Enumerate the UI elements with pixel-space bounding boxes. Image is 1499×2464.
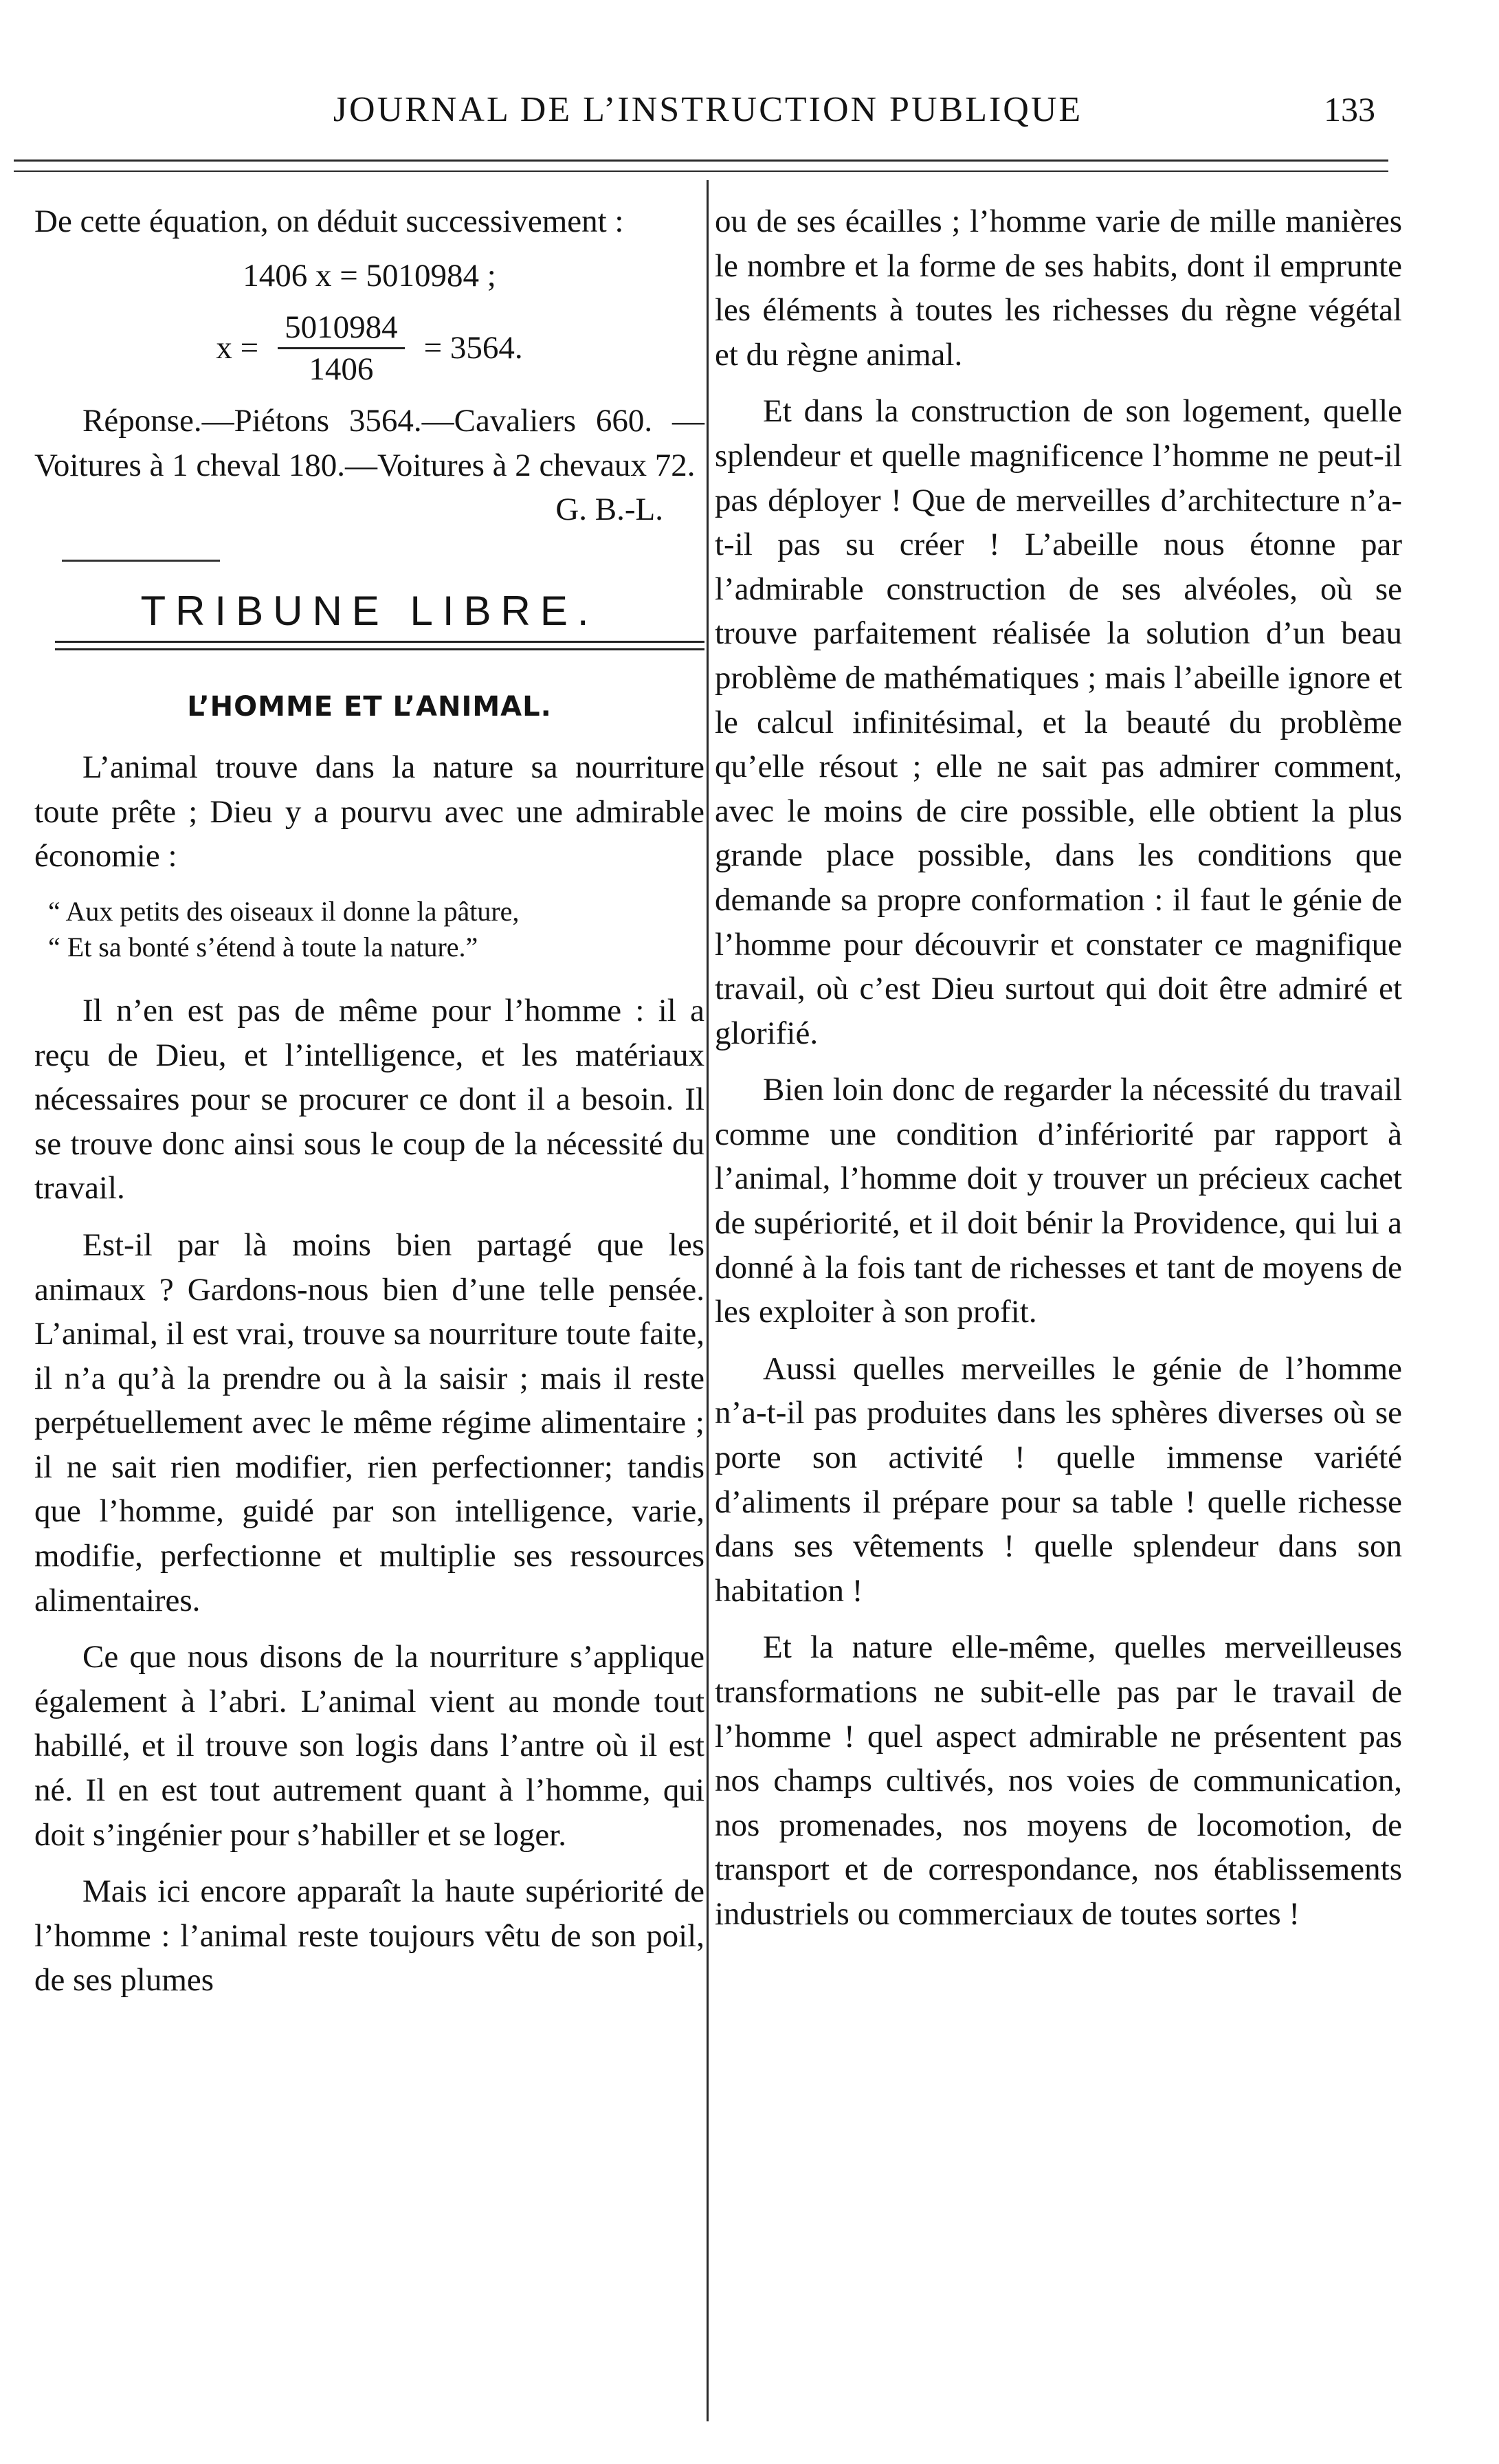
verse-quote [34,894,704,965]
equation-2-fraction [278,307,405,389]
section-title-rule [55,641,704,650]
right-column [715,199,1402,1937]
equation-2 [34,307,704,389]
equation-2-lhs: x = [216,330,259,366]
section-separator [62,560,220,569]
header-rule-top [14,160,1388,162]
article-title: L’HOMME ET L’ANIMAL. [187,690,552,723]
quote-line: “ Aux petits des oiseaux il donne la pâture, [48,895,520,927]
section-title: TRIBUNE LIBRE. [140,587,599,634]
equation-2-rhs: = 3564. [423,330,523,366]
equation-intro: De cette équation, on déduit successivement : [34,204,624,239]
article-paragraph: Bien loin donc de regarder la nécessité du travail comme une condition d’infériorité par rapport à l’animal, l’homme doit y trouver un précieux cachet de supériorité, et il doit bénir la Providence, qui lui a donné à la fois tant de richesses et tant de moyens de les exploiter à son profit. [715,1072,1402,1330]
page-number: 133 [1324,90,1375,129]
article-paragraph: Ce que nous disons de la nourriture s’applique également à l’abri. L’animal vient au monde tout habillé, et il trouve son logis dans l’antre où il est né. Il en est tout autrement quant à l’homme, qui doit s’ingénier pour s’habiller et se loger. [34,1639,704,1853]
article-paragraph: L’animal trouve dans la nature sa nourriture toute prête ; Dieu y a pourvu avec une admirable économie : [34,749,704,874]
article-paragraph: Aussi quelles merveilles le génie de l’homme n’a-t-il pas produites dans les sphères diverses où se porte son activité ! quelle immense variété d’aliments il prépare pour sa table ! quelle richesse dans ses vêtements ! quelle splendeur dans son habitation ! [715,1350,1402,1609]
left-column [34,199,704,2003]
quote-line: “ Et sa bonté s’étend à toute la nature.” [48,931,478,962]
article-paragraph: ou de ses écailles ; l’homme varie de mille manières le nombre et la forme de ses habits, dont il emprunte les éléments à toutes les richesses du règne végétal et du règne animal. [715,204,1402,373]
running-title: JOURNAL DE L’INSTRUCTION PUBLIQUE [333,90,1083,129]
answer-paragraph: Réponse.—Piétons 3564.—Cavaliers 660. —Voitures à 1 cheval 180.—Voitures à 2 chevaux 72. [34,403,704,483]
fraction-numerator: 5010984 [278,307,405,349]
article-paragraph: Il n’en est pas de même pour l’homme : il a reçu de Dieu, et l’intelligence, et les matériaux nécessaires pour se procurer ce dont il a besoin. Il se trouve donc ainsi sous le coup de la nécessité du travail. [34,992,704,1207]
column-divider [707,180,709,2421]
article-paragraph: Mais ici encore apparaît la haute supériorité de l’homme : l’animal reste toujours vêtu de son poil, de ses plumes [34,1873,704,1999]
fraction-denominator: 1406 [309,351,374,388]
author-signature: G. B.-L. [555,492,663,528]
article-paragraph: Est-il par là moins bien partagé que les animaux ? Gardons-nous bien d’une telle pensée. L’animal, il est vrai, trouve sa nourriture toute faite, il n’a qu’à la prendre ou à la saisir ; mais il reste perpétuellement avec le même régime alimentaire ; il ne sait rien modifier, rien perfectionner; tandis que l’homme, guidé par son intelligence, varie, modifie, perfectionne et multiplie ses ressources alimentaires. [34,1226,704,1618]
equation-1: 1406 x = 5010984 ; [243,257,496,294]
article-paragraph: Et dans la construction de son logement, quelle splendeur et quelle magnificence l’homme ne peut-il pas déployer ! Que de merveilles d’architecture n’a-t-il pas su créer ! L’abeille nous étonne par l’admirable construction de ses alvéoles, où se trouve parfaitement réalisée la solution d’un beau problème de mathématiques ; mais l’abeille ignore et le calcul infinitésimal, et la beauté du problème qu’elle résout ; elle ne sait pas admirer comment, avec le moins de cire possible, elle obtient la plus grande place possible, dans les conditions que demande sa propre conformation : il faut le génie de l’homme pour découvrir et constater ce magnifique travail, où c’est Dieu surtout qui doit être admiré et glorifié. [715,393,1402,1051]
article-paragraph: Et la nature elle-même, quelles merveilleuses transformations ne subit-elle pas par le travail de l’homme ! quel aspect admirable ne présentent pas nos champs cultivés, nos voies de communication, nos promenades, nos moyens de locomotion, de transport et de correspondance, nos établissements industriels ou commerciaux de toutes sortes ! [715,1629,1402,1932]
header-rule-bottom [14,170,1388,172]
